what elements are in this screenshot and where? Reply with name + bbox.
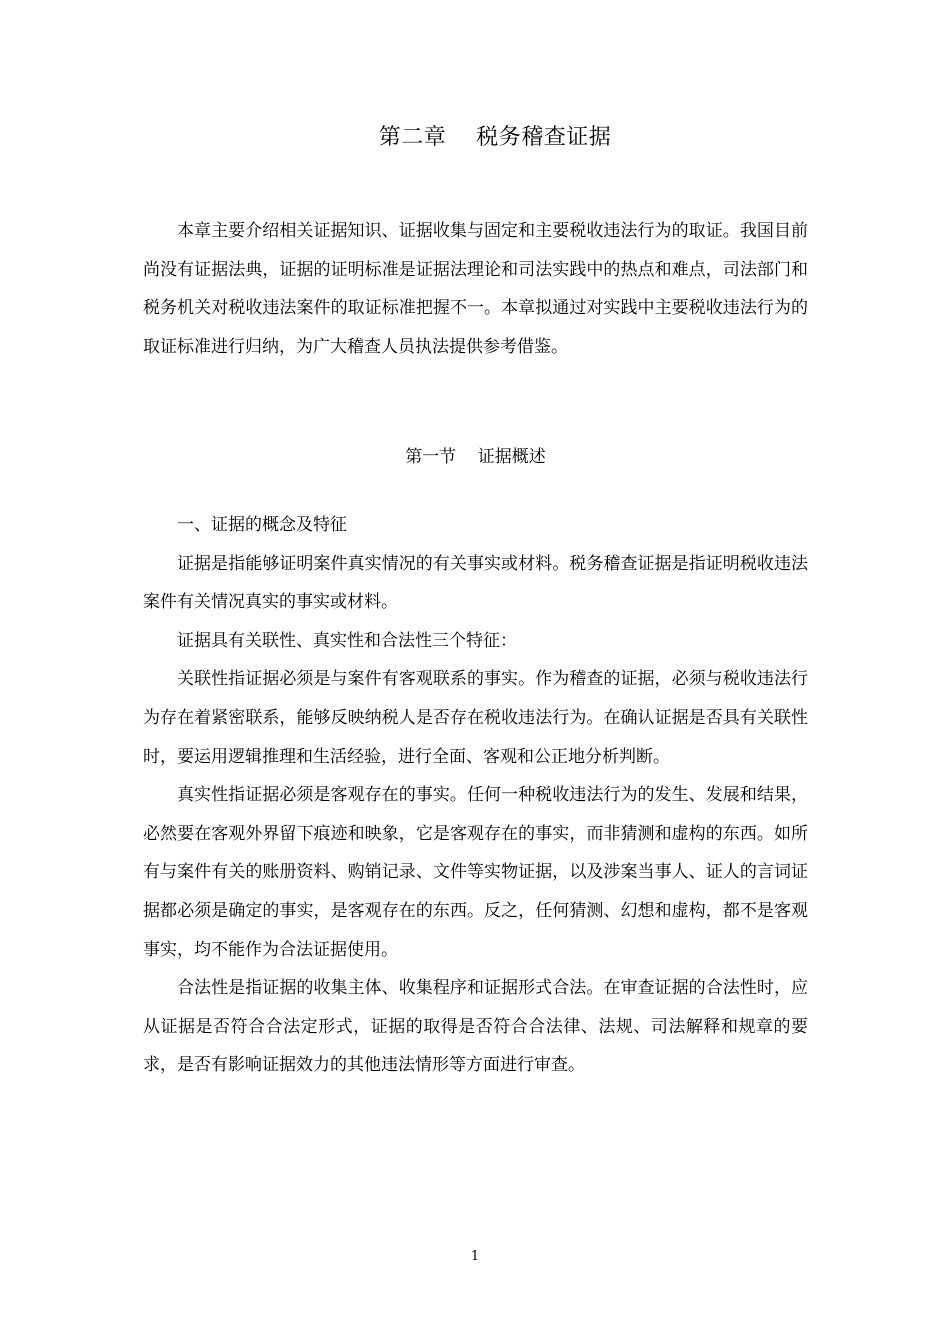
paragraph: 关联性指证据必须是与案件有客观联系的事实。作为稽查的证据，必须与税收违法行为存在着紧密联系，能够反映纳税人是否存在税收违法行为。在确认证据是否具有关联性时，要运用逻辑推理和生活经验，进行全面、客观和公正地分析判断。 [143,669,808,767]
intro-text [143,212,808,366]
heading-concept: 一、证据的概念及特征 [177,515,347,535]
paragraph: 真实性指证据必须是客观存在的事实。任何一种税收违法行为的发生、发展和结果，必然要在客观外界留下痕迹和映象，它是客观存在的事实，而非猜测和虚构的东西。如所有与案件有关的账册资料、购销记录、文件等实物证据，以及涉案当事人、证人的言词证据都必须是确定的事实，是客观存在的东西。反之，任何猜测、幻想和虚构，都不是客观事实，均不能作为合法证据使用。 [143,785,808,960]
paragraph: 证据是指能够证明案件真实情况的有关事实或材料。税务稽查证据是指证明税收违法案件有关情况真实的事实或材料。 [143,553,808,613]
paragraph: 合法性是指证据的收集主体、收集程序和证据形式合法。在审查证据的合法性时，应从证据是否符合合法定形式，证据的取得是否符合合法律、法规、司法解释和规章的要求，是否有影响证据效力的其他违法情形等方面进行审查。 [143,978,808,1076]
page-number: 1 [470,1249,480,1264]
paragraph: 证据具有关联性、真实性和合法性三个特征： [177,630,517,651]
paragraph: 本章主要介绍相关证据知识、证据收集与固定和主要税收违法行为的取证。我国目前尚没有证据法典，证据的证明标准是证据法理论和司法实践中的热点和难点，司法部门和税务机关对税收违法案件的取证标准把握不一。本章拟通过对实践中主要税收违法行为的取证标准进行归纳，为广大稽查人员执法提供参考借鉴。 [143,221,808,357]
chapter-title: 第二章 税务稽查证据 [378,125,612,150]
section-title: 第一节 证据概述 [405,447,546,467]
body-text [143,506,808,1085]
